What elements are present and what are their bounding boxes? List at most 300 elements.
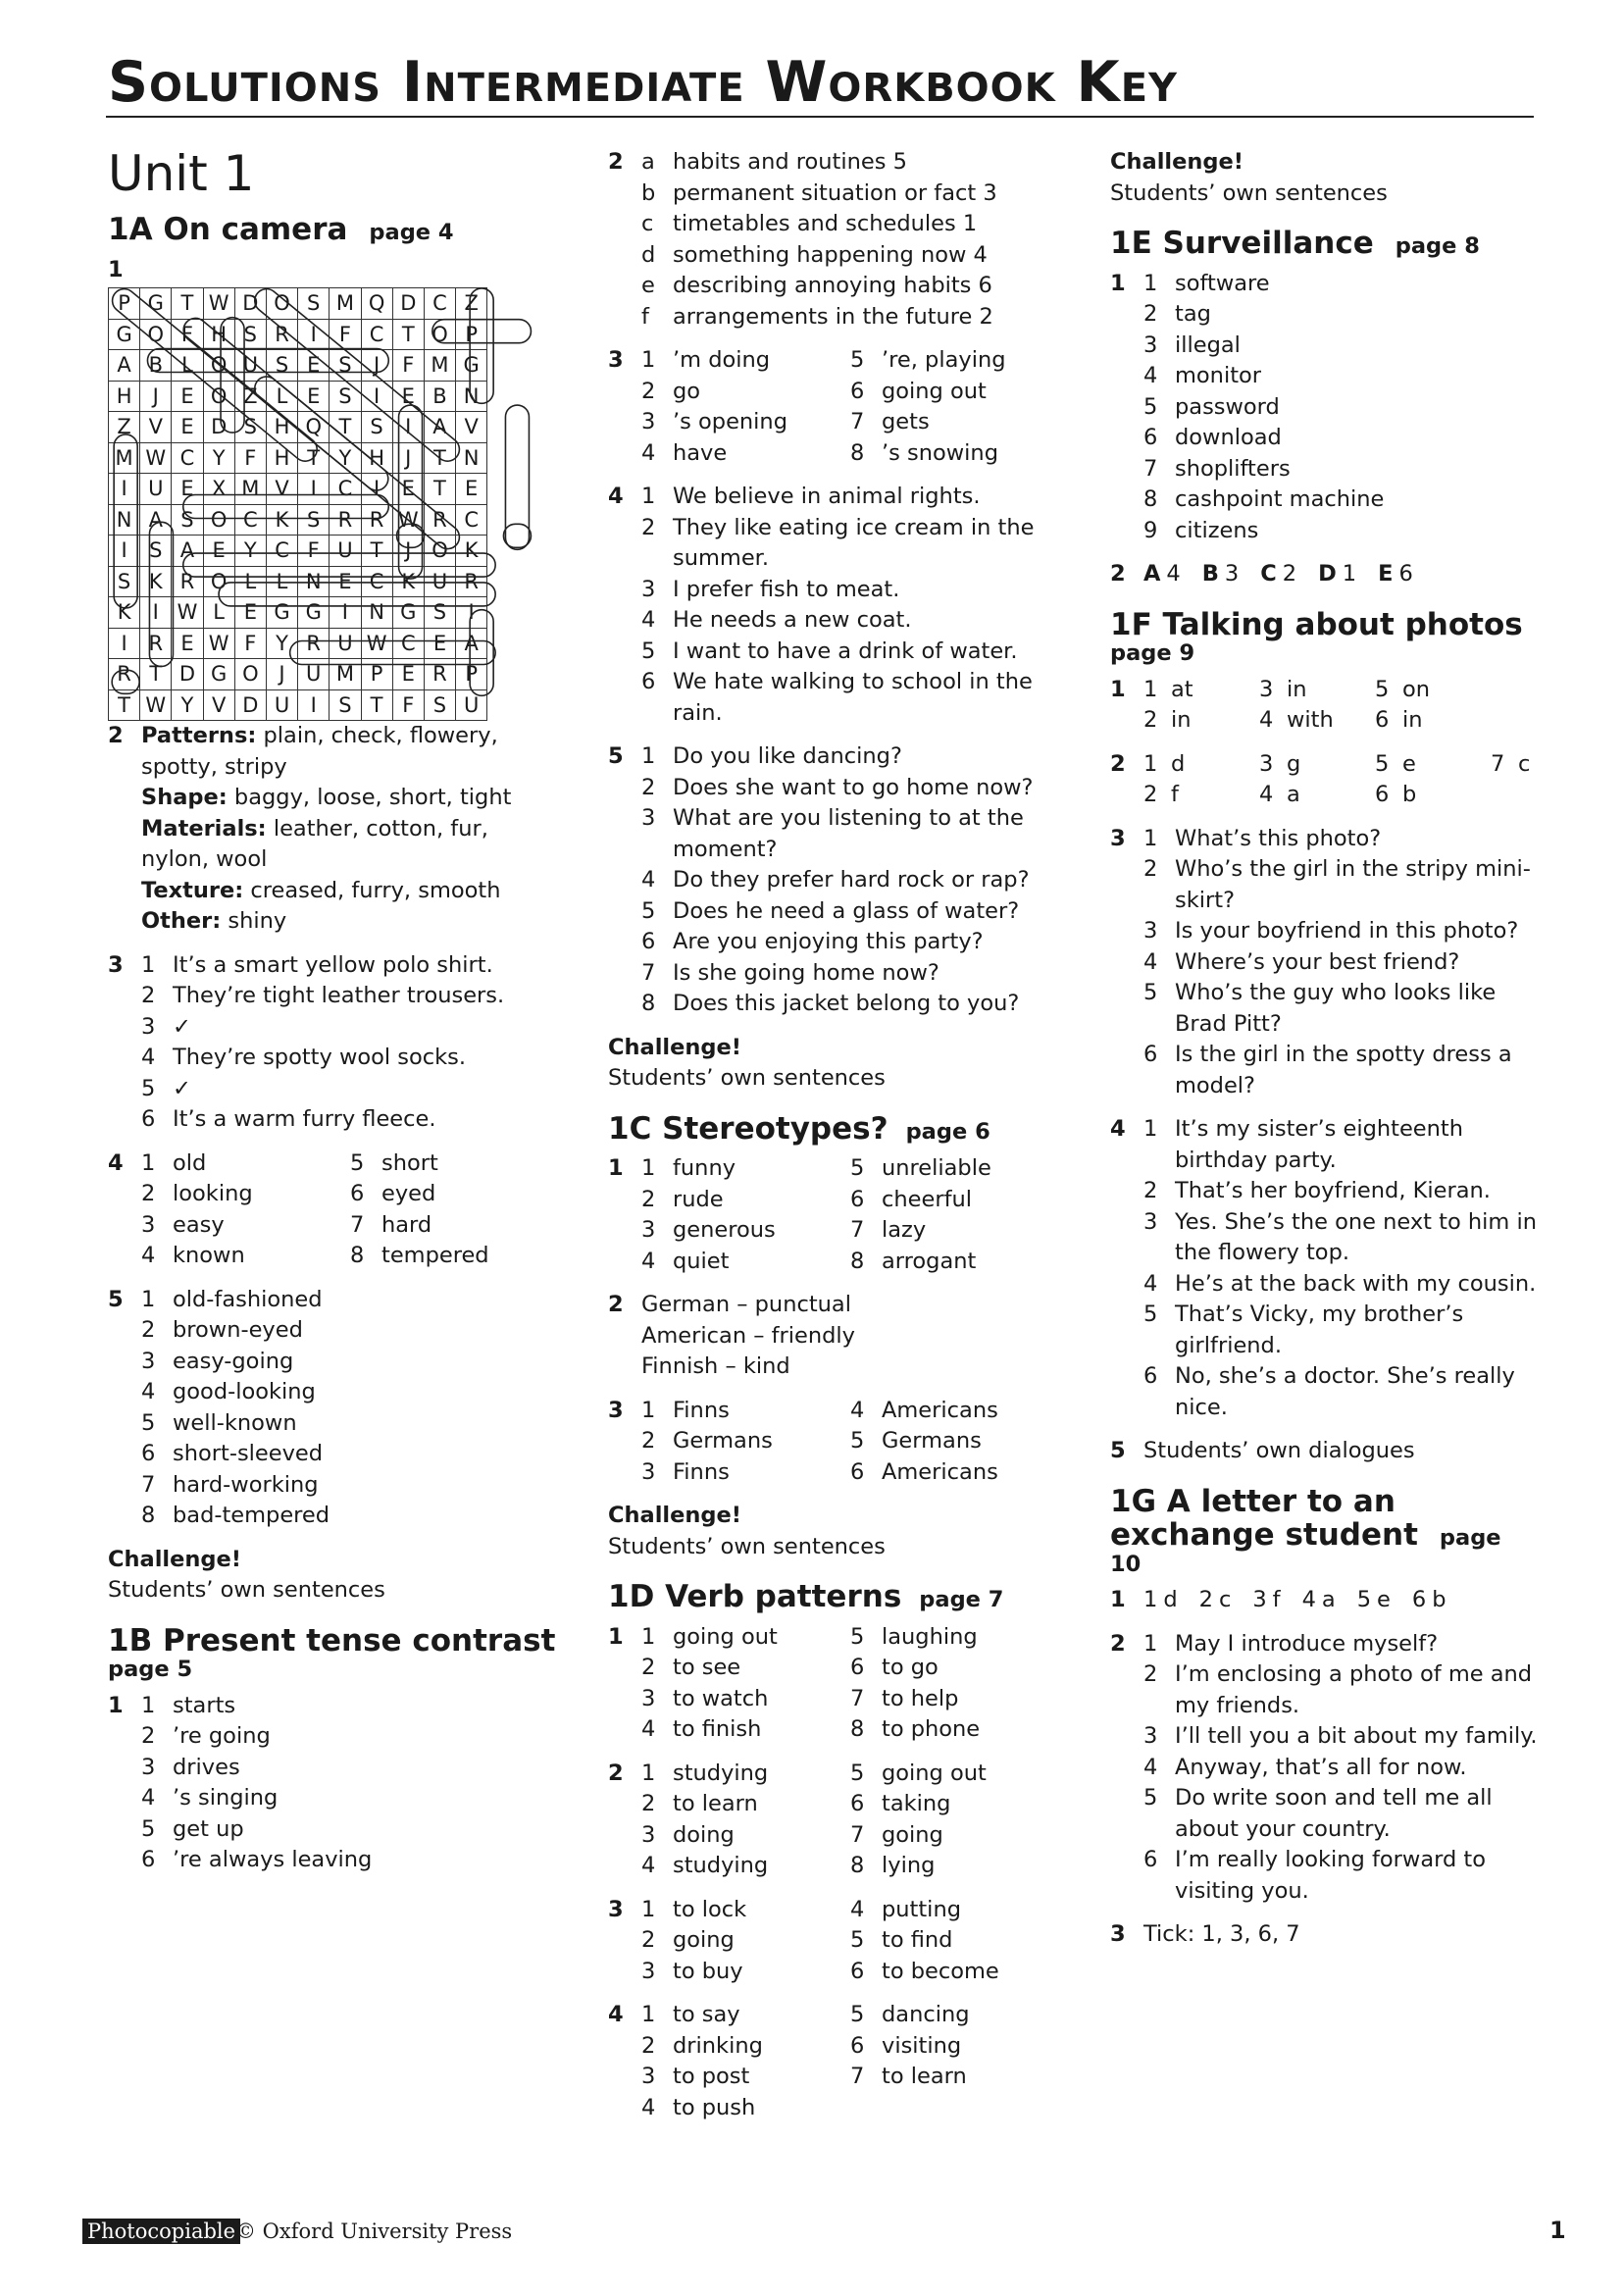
exercise-1g-2 (1110, 1629, 1542, 1908)
grid-cell: D (172, 659, 203, 690)
answer-text: describing annoying habits 6 (673, 273, 992, 298)
answer-line (608, 1396, 1059, 1427)
answer-value: 3 (1224, 561, 1240, 587)
answer-line (608, 1622, 1059, 1654)
answer-text: drinking (673, 2032, 763, 2059)
answer-text: laughing (882, 1623, 978, 1650)
grid-cell: O (203, 381, 234, 412)
answer-line (1110, 1585, 1542, 1616)
grid-cell: V (140, 412, 172, 443)
item-number: 1 (1143, 676, 1158, 702)
exercise-number (608, 1352, 641, 1383)
item-number: 2 (1143, 301, 1158, 328)
challenge-title: Challenge! (608, 1503, 742, 1529)
answer-text: lazy (882, 1217, 927, 1244)
challenge-title: Challenge! (1110, 149, 1244, 175)
answer-line (108, 1753, 559, 1784)
grid-cell: R (172, 566, 203, 597)
answer-cell (641, 1851, 850, 1882)
exercise-number: 3 (108, 951, 124, 978)
answer-text: putting (882, 1896, 961, 1922)
item-number: 2 (641, 2032, 656, 2059)
answer-line (1110, 705, 1542, 737)
exercise-number: 4 (608, 484, 624, 509)
exercise-number (108, 1753, 141, 1784)
exercise-number: 5 (108, 1286, 124, 1312)
answer-line (1110, 485, 1542, 516)
answer-text: cheerful (882, 1186, 972, 1212)
answer-text: Who’s the guy who looks like Brad Pitt? (1175, 980, 1497, 1037)
answer-text: ’re always leaving (173, 1847, 373, 1873)
grid-cell: V (203, 689, 234, 721)
exercise-1d-4 (608, 2000, 1059, 2123)
answer-text: to phone (882, 1716, 981, 1743)
item-number: 5 (1143, 1785, 1158, 1811)
grid-cell: M (330, 659, 361, 690)
item-number: 4 (1143, 363, 1158, 389)
answer-line (108, 1043, 559, 1074)
answer-text: Americans (882, 1458, 998, 1485)
grid-cell: H (109, 381, 140, 412)
grid-cell: D (234, 689, 266, 721)
item-number: 4 (1259, 707, 1274, 734)
exercise-1b-3 (608, 345, 1059, 469)
exercise-number (1110, 947, 1143, 979)
answer-line (108, 814, 559, 876)
grid-cell: C (361, 566, 392, 597)
answer-text: Does she want to go home now? (673, 774, 1034, 800)
answer-text: German – punctual (641, 1292, 851, 1318)
answer-cell (1259, 780, 1375, 811)
answer-text: cashpoint machine (1175, 486, 1385, 513)
item-number: 5 (141, 1075, 156, 1101)
exercise-1c-1 (608, 1153, 1059, 1277)
item-number: 1 (641, 1623, 656, 1650)
exercise-1b-1 (108, 1691, 559, 1876)
exercise-number: 1 (1110, 1587, 1126, 1613)
challenge-1d (1110, 147, 1542, 209)
exercise-number (608, 1851, 641, 1882)
answer-text: He needs a new coat. (673, 607, 912, 633)
grid-cell: L (234, 566, 266, 597)
answer-value: 6 (1398, 561, 1413, 587)
grid-cell: T (392, 319, 424, 350)
answer-text: going (882, 1821, 943, 1848)
grid-cell: U (234, 350, 266, 382)
answer-line (1110, 978, 1542, 1040)
grid-cell: Y (330, 442, 361, 474)
answer-text: Germans (673, 1428, 773, 1454)
answer-text: That’s Vicky, my brother’s girlfriend. (1175, 1301, 1464, 1358)
exercise-number (1110, 854, 1143, 916)
answer-line (608, 1684, 1059, 1715)
answer-cell (641, 1714, 850, 1746)
exercise-number (108, 1043, 141, 1074)
item-number: 5 (1143, 980, 1158, 1006)
exercise-number (608, 1426, 641, 1457)
answer-line (608, 345, 1059, 377)
answer-text: I’m really looking forward to visiting you. (1175, 1847, 1486, 1904)
answer-line (108, 1179, 559, 1210)
page-number: 1 (1549, 2217, 1566, 2244)
answer-text: b (1402, 782, 1417, 808)
grid-cell: E (172, 381, 203, 412)
category-values: shiny (221, 908, 287, 935)
item-number: 8 (850, 1716, 865, 1743)
grid-row (109, 566, 487, 597)
grid-cell: I (298, 319, 330, 350)
answer-text: American – friendly (641, 1322, 856, 1349)
exercise-1c-2 (608, 1290, 1059, 1383)
answer-line (1110, 331, 1542, 362)
item-number: 6 (141, 1106, 156, 1133)
exercise-number (108, 981, 141, 1012)
challenge-title: Challenge! (608, 1034, 742, 1060)
item-number: 2 (1143, 1178, 1158, 1204)
exercise-number (1110, 454, 1143, 485)
exercise-number (108, 1501, 141, 1532)
item-number: 7 (1491, 750, 1505, 777)
exercise-number (1110, 299, 1143, 331)
answer-text: studying (673, 1760, 769, 1786)
item-number: 6 (1143, 1042, 1158, 1068)
answer-cell (1259, 705, 1375, 737)
grid-cell: E (172, 628, 203, 659)
exercise-number (608, 803, 641, 865)
item-number: 4 (850, 1397, 865, 1423)
answer-line (1110, 361, 1542, 392)
exercise-number (108, 1408, 141, 1440)
answer-text: Where’s your best friend? (1175, 948, 1460, 975)
grid-cell: G (266, 597, 297, 629)
grid-cell: A (140, 504, 172, 536)
item-number: 1 (141, 1692, 156, 1718)
exercise-number: 4 (108, 1149, 124, 1176)
exercise-number (608, 271, 641, 302)
item-number: 5 (850, 1760, 865, 1786)
answer-cell (641, 1153, 850, 1185)
item-number: 3 (141, 1754, 156, 1780)
answer-line (608, 927, 1059, 958)
exercise-number (608, 1820, 641, 1852)
exercise-number (1110, 1300, 1143, 1361)
section-page: page 5 (108, 1657, 193, 1683)
exercise-number (108, 1179, 141, 1210)
answer-value: a (1321, 1587, 1336, 1613)
answer-line (1110, 1114, 1542, 1176)
grid-cell: G (456, 350, 487, 382)
grid-cell: E (203, 536, 234, 567)
grid-cell: D (203, 412, 234, 443)
answer-cell (850, 1714, 1059, 1746)
exercise-number (608, 1185, 641, 1216)
grid-cell: I (361, 381, 392, 412)
answer-cell (1143, 780, 1259, 811)
grid-cell: T (140, 659, 172, 690)
exercise-number (608, 1789, 641, 1820)
answer-text: old-fashioned (173, 1286, 323, 1312)
answer-line (608, 989, 1059, 1020)
item-number: f (641, 303, 649, 330)
page-title: Solutions Intermediate Workbook Key (108, 50, 1178, 115)
answer-text: to say (673, 2002, 740, 2028)
exercise-number (608, 1714, 641, 1746)
answer-cell (641, 1653, 850, 1684)
answer-cell (850, 1895, 1059, 1926)
item-number: 4 (850, 1896, 865, 1922)
answer-cell (1143, 749, 1259, 781)
answer-text: taking (882, 1791, 951, 1817)
answer-text: going out (882, 378, 987, 404)
answer-cell (641, 1426, 850, 1457)
answer-text: We believe in animal rights. (673, 484, 981, 509)
answer-text: to become (882, 1958, 999, 1984)
grid-cell: Y (203, 442, 234, 474)
answer-line (608, 482, 1059, 513)
grid-row (109, 381, 487, 412)
grid-cell: S (266, 350, 297, 382)
answer-text: Students’ own dialogues (1143, 1438, 1415, 1464)
grid-row (109, 319, 487, 350)
answer-line (608, 1215, 1059, 1247)
section-page: page 8 (1395, 233, 1480, 259)
answer-cell (141, 1179, 350, 1210)
grid-cell: A (109, 350, 140, 382)
answer-text: good-looking (173, 1379, 316, 1405)
answer-line (1110, 454, 1542, 485)
answer-line (608, 605, 1059, 637)
answer-cell (641, 438, 850, 470)
answer-line (1110, 559, 1542, 590)
grid-cell: F (234, 628, 266, 659)
grid-cell: W (203, 628, 234, 659)
answer-line (608, 1321, 1059, 1352)
answer-cell (1259, 749, 1375, 781)
answer-value: c (1218, 1587, 1232, 1613)
exercise-number (108, 876, 141, 907)
grid-cell: R (456, 566, 487, 597)
answer-text: to learn (673, 1791, 758, 1817)
item-number: 2 (1143, 707, 1158, 734)
item-number: 3 (641, 2064, 656, 2090)
exercise-number: 3 (1110, 825, 1126, 851)
grid-cell: O (203, 350, 234, 382)
item-number: 3 (1143, 1208, 1158, 1235)
answer-line (608, 1457, 1059, 1489)
answer-cell (641, 1622, 850, 1654)
exercise-number (608, 240, 641, 272)
item-number: 8 (641, 991, 656, 1016)
item-number: 4 (1143, 948, 1158, 975)
item-number (850, 2093, 882, 2124)
grid-cell: M (330, 288, 361, 320)
item-number: 5 (1356, 1587, 1372, 1613)
answer-text: to see (673, 1655, 741, 1681)
item-number: 4 (141, 1379, 156, 1405)
category-label: Materials: (141, 815, 267, 842)
answer-text: funny (673, 1155, 736, 1182)
challenge-title: Challenge! (108, 1546, 242, 1572)
answer-line (608, 1290, 1059, 1321)
item-number: 2 (1198, 1587, 1213, 1613)
exercise-number (608, 989, 641, 1020)
item-number: 8 (1143, 486, 1158, 513)
item-number: 6 (1411, 1587, 1427, 1613)
answer-text: visiting (882, 2032, 962, 2059)
category-label: Patterns: (141, 723, 257, 749)
answer-text: to push (673, 2094, 756, 2120)
grid-cell: B (424, 381, 455, 412)
answer-loop (505, 405, 529, 549)
item-number: 5 (641, 638, 656, 664)
category-values: leather, cotton, fur, nylon, wool (141, 815, 488, 873)
item-number: 8 (850, 439, 865, 466)
grid-cell: T (298, 442, 330, 474)
answer-text: go (673, 378, 701, 404)
exercise-number (1110, 1721, 1143, 1753)
grid-cell: M (109, 442, 140, 474)
exercise-number (608, 1957, 641, 1988)
answer-text: rude (673, 1186, 724, 1212)
item-number: 5 (1143, 1301, 1158, 1328)
answer-line (108, 1148, 559, 1180)
exercise-number (1110, 1207, 1143, 1269)
challenge-text: Students’ own sentences (108, 1577, 385, 1604)
item-number: 7 (850, 1217, 865, 1244)
grid-cell: X (203, 474, 234, 505)
item-number: 1 (1143, 270, 1158, 296)
grid-cell: E (298, 381, 330, 412)
exercise-number (1110, 780, 1143, 811)
answer-cell (1375, 705, 1491, 737)
grid-cell: S (361, 412, 392, 443)
answer-line (608, 179, 1059, 210)
answer-line (608, 575, 1059, 606)
answer-line (608, 1247, 1059, 1278)
exercise-number (1110, 331, 1143, 362)
exercise-number: 2 (108, 723, 124, 749)
grid-cell: K (266, 504, 297, 536)
item-number: B (1201, 561, 1219, 587)
grid-cell: K (140, 566, 172, 597)
item-number: 2 (141, 1317, 156, 1344)
exercise-number (1110, 1361, 1143, 1423)
unit-title: Unit 1 (108, 145, 255, 202)
item-number: 5 (350, 1149, 365, 1176)
answer-cell (1375, 675, 1491, 706)
item-number: 1 (1143, 825, 1158, 851)
exercise-number (1110, 423, 1143, 454)
answer-text: I’m enclosing a photo of me and my friends. (1175, 1661, 1533, 1718)
item-number: 5 (850, 1927, 865, 1954)
answer-line (608, 2062, 1059, 2093)
grid-cell: I (109, 474, 140, 505)
answer-text: unreliable (882, 1155, 991, 1182)
exercise-number (1110, 361, 1143, 392)
item-number: 2 (641, 1186, 656, 1212)
answer-cell (641, 1759, 850, 1790)
grid-cell: O (234, 659, 266, 690)
item-number: 1 (641, 1397, 656, 1423)
item-number: 1 (641, 1896, 656, 1922)
answer-line (108, 1241, 559, 1272)
answer-cell (850, 1247, 1059, 1278)
answer-line (108, 1501, 559, 1532)
exercise-1a-5 (108, 1285, 559, 1532)
grid-cell: O (140, 319, 172, 350)
challenge-text: Students’ own sentences (608, 1065, 886, 1091)
grid-cell: N (456, 381, 487, 412)
grid-cell: Z (109, 412, 140, 443)
answer-cell (641, 1247, 850, 1278)
answer-text: in (1402, 707, 1423, 734)
answer-text: illegal (1175, 332, 1241, 358)
answer-line (608, 147, 1059, 179)
item-number: 4 (641, 867, 656, 893)
answer-line (108, 1285, 559, 1316)
grid-cell: Z (456, 288, 487, 320)
grid-cell: W (172, 597, 203, 629)
item-number: 5 (1143, 393, 1158, 420)
answer-cell (850, 2000, 1059, 2031)
grid-cell: D (234, 288, 266, 320)
answer-text: tag (1175, 301, 1211, 328)
item-number: 3 (641, 1958, 656, 1984)
item-number: 4 (141, 1243, 156, 1269)
answer-cell (1143, 705, 1259, 737)
grid-cell: R (361, 504, 392, 536)
exercise-number (108, 1845, 141, 1876)
grid-cell: J (392, 536, 424, 567)
item-number: 6 (1375, 707, 1390, 734)
grid-cell: S (234, 319, 266, 350)
item-number: 1 (141, 1286, 156, 1312)
exercise-number: 5 (1110, 1438, 1126, 1464)
answer-line (608, 209, 1059, 240)
section-1d-heading (608, 1580, 1059, 1614)
exercise-number (108, 1470, 141, 1502)
answer-text: citizens (1175, 517, 1259, 543)
item-number: 3 (641, 805, 656, 831)
exercise-number (608, 1247, 641, 1278)
item-number: 6 (141, 1441, 156, 1467)
exercise-number (1110, 485, 1143, 516)
answer-text: Tick: 1, 3, 6, 7 (1143, 1921, 1300, 1948)
grid-cell: I (298, 474, 330, 505)
exercise-number (608, 1684, 641, 1715)
exercise-number: 3 (1110, 1921, 1126, 1948)
grid-row (109, 597, 487, 629)
answer-text: g (1287, 750, 1301, 777)
exercise-number (608, 513, 641, 575)
item-number: 3 (1143, 332, 1158, 358)
item-number: 6 (141, 1847, 156, 1873)
answer-text: at (1171, 676, 1193, 702)
grid-cell: E (330, 566, 361, 597)
answer-text: Is the girl in the spotty dress a model? (1175, 1042, 1512, 1098)
item-number: 7 (850, 409, 865, 434)
exercise-1b-2 (608, 147, 1059, 332)
answer-cell (641, 2062, 850, 2093)
item-number: 3 (141, 1348, 156, 1374)
section-page: page 10 (1110, 1525, 1501, 1578)
answer-line (1110, 947, 1542, 979)
publisher-credit: © Oxford University Press (235, 2219, 513, 2243)
item-number: 5 (1375, 750, 1390, 777)
answer-line (608, 2000, 1059, 2031)
grid-cell: M (234, 474, 266, 505)
exercise-number (608, 209, 641, 240)
